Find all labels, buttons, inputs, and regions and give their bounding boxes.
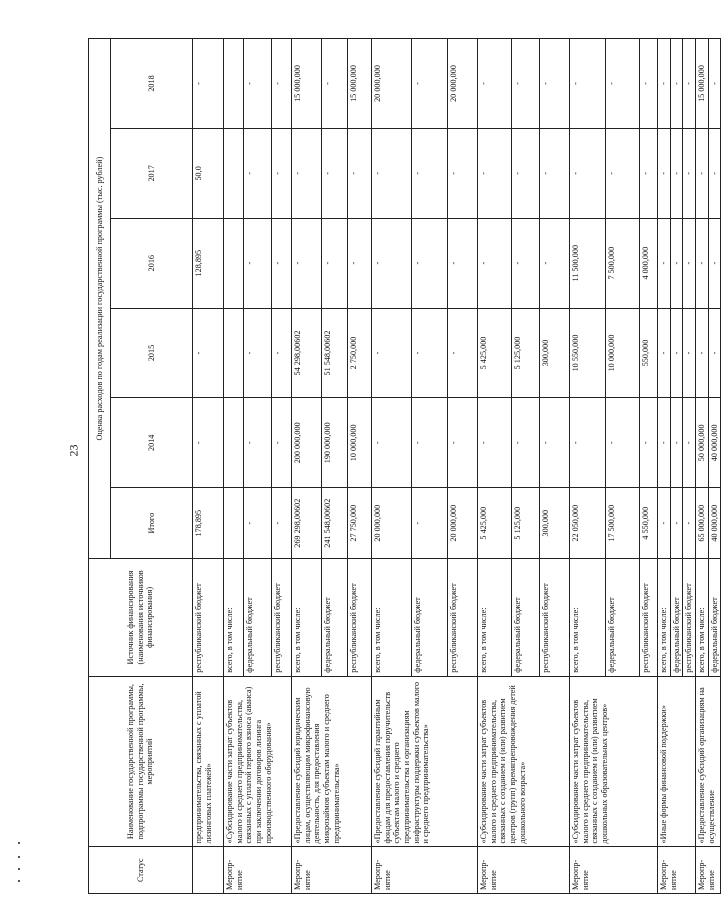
year-value-cell: - xyxy=(708,218,721,308)
funding-source-cell: федеральный бюджет xyxy=(606,559,640,677)
year-value-cell: - xyxy=(606,39,640,129)
funding-source-cell: республиканский бюджет xyxy=(272,559,292,677)
year-value-cell: 7 500,000 xyxy=(606,218,640,308)
year-value-cell: - xyxy=(448,398,478,488)
year-value-cell: - xyxy=(272,308,292,398)
year-value-cell: - xyxy=(683,308,696,398)
year-value-cell: 50,0 xyxy=(193,128,224,218)
header-year: 2018 xyxy=(111,39,193,129)
year-value-cell: - xyxy=(448,128,478,218)
year-value-cell: - xyxy=(683,398,696,488)
activity-name-cell: «Предоставление субсидий гарантийным фондам для предоставления поручительств субъектам малого и среднего предпринимательства и организациям инфраструктуры поддержки субъектов малого и среднего предпринимательства» xyxy=(372,676,478,847)
status-cell: Меропр-иятие xyxy=(658,847,696,894)
year-value-cell: - xyxy=(348,128,372,218)
header-group: Оценка расходов по годам реализации государственной программы (тыс. рублей) xyxy=(89,39,111,559)
total-cell: 17 500,000 xyxy=(606,488,640,559)
total-cell: 178,895 xyxy=(193,488,224,559)
year-value-cell: 11 500,000 xyxy=(570,218,606,308)
activity-name-cell: «Предоставление субсидий организациям на осуществление xyxy=(696,676,721,847)
year-value-cell: - xyxy=(670,218,683,308)
year-value-cell: 200 000,000 xyxy=(292,398,322,488)
header-year: 2016 xyxy=(111,218,193,308)
status-cell: Меропр-иятие xyxy=(696,847,721,894)
year-value-cell: - xyxy=(244,218,272,308)
table-body xyxy=(193,39,721,894)
year-value-cell: - xyxy=(640,128,658,218)
funding-source-cell: всего, в том числе: xyxy=(292,559,322,677)
year-value-cell: 4 000,000 xyxy=(640,218,658,308)
year-value-cell: - xyxy=(512,218,540,308)
status-cell: Меропр-иятие xyxy=(292,847,372,894)
year-value-cell: - xyxy=(272,128,292,218)
total-cell: - xyxy=(670,488,683,559)
year-value-cell: 15 000,000 xyxy=(696,39,709,129)
status-cell: Меропр-иятие xyxy=(224,847,292,894)
funding-source-cell: всего, в том числе: xyxy=(658,559,671,677)
year-value-cell: - xyxy=(272,398,292,488)
year-value-cell: - xyxy=(193,398,224,488)
year-value-cell: - xyxy=(640,398,658,488)
total-cell: - xyxy=(683,488,696,559)
year-value-cell: - xyxy=(658,398,671,488)
total-cell: 300,000 xyxy=(540,488,570,559)
funding-source-cell: всего, в том числе: xyxy=(570,559,606,677)
year-value-cell: - xyxy=(670,128,683,218)
activity-name-cell: «Иные формы финансовой поддержки» xyxy=(658,676,696,847)
year-value-cell: - xyxy=(658,308,671,398)
year-value-cell: - xyxy=(658,39,671,129)
year-value-cell: - xyxy=(478,128,512,218)
header-source: Источник финансирования (наименования источников финансирования) xyxy=(89,559,193,677)
year-value-cell: - xyxy=(244,308,272,398)
year-value-cell: - xyxy=(606,398,640,488)
year-value-cell: - xyxy=(708,39,721,129)
year-value-cell: 5 125,000 xyxy=(512,308,540,398)
year-value-cell: - xyxy=(606,128,640,218)
year-value-cell: - xyxy=(412,39,448,129)
year-value-cell: 20 000,000 xyxy=(372,39,412,129)
total-cell: - xyxy=(658,488,671,559)
year-value-cell: - xyxy=(372,218,412,308)
year-value-cell: - xyxy=(412,308,448,398)
year-value-cell xyxy=(224,39,244,129)
funding-source-cell: республиканский бюджет xyxy=(448,559,478,677)
year-value-cell: - xyxy=(478,398,512,488)
table-row xyxy=(658,39,671,894)
year-value-cell: - xyxy=(292,128,322,218)
year-value-cell: - xyxy=(540,39,570,129)
total-cell: 27 750,000 xyxy=(348,488,372,559)
budget-table xyxy=(88,38,721,894)
activity-name-cell: «Субсидирование части затрат субъектов малого и среднего предпринимательства, связанных с созданием и (или) развитием центров (групп) времяпрепровождения детей дошкольного возраста» xyxy=(478,676,570,847)
year-value-cell: 190 000,000 xyxy=(322,398,348,488)
year-value-cell: - xyxy=(478,39,512,129)
total-cell xyxy=(224,488,244,559)
year-value-cell: - xyxy=(670,308,683,398)
year-value-cell: - xyxy=(322,128,348,218)
funding-source-cell: всего, в том числе: xyxy=(696,559,709,677)
funding-source-cell: всего, в том числе: xyxy=(478,559,512,677)
year-value-cell: 2 750,000 xyxy=(348,308,372,398)
year-value-cell: 5 425,000 xyxy=(478,308,512,398)
year-value-cell: - xyxy=(570,39,606,129)
total-cell: 5 125,000 xyxy=(512,488,540,559)
header-total: Итого xyxy=(111,488,193,559)
year-value-cell: 10 000,000 xyxy=(348,398,372,488)
year-value-cell: - xyxy=(540,128,570,218)
funding-source-cell: республиканский бюджет xyxy=(540,559,570,677)
funding-source-cell: федеральный бюджет xyxy=(322,559,348,677)
year-value-cell: - xyxy=(570,398,606,488)
header-year: 2015 xyxy=(111,308,193,398)
year-value-cell: - xyxy=(708,308,721,398)
year-value-cell: - xyxy=(683,218,696,308)
total-cell: 5 425,000 xyxy=(478,488,512,559)
year-value-cell: 15 000,000 xyxy=(292,39,322,129)
year-value-cell: - xyxy=(658,218,671,308)
funding-source-cell: республиканский бюджет xyxy=(640,559,658,677)
status-cell: Меропр-иятие xyxy=(570,847,658,894)
year-value-cell: - xyxy=(696,128,709,218)
header-year: 2017 xyxy=(111,128,193,218)
year-value-cell: - xyxy=(683,128,696,218)
year-value-cell: - xyxy=(478,218,512,308)
table-row xyxy=(193,39,224,894)
funding-source-cell: федеральный бюджет xyxy=(412,559,448,677)
year-value-cell: - xyxy=(322,39,348,129)
year-value-cell: 51 548,00602 xyxy=(322,308,348,398)
funding-source-cell: республиканский бюджет xyxy=(193,559,224,677)
year-value-cell: - xyxy=(448,218,478,308)
year-value-cell: - xyxy=(372,398,412,488)
table-row xyxy=(696,39,709,894)
total-cell: - xyxy=(412,488,448,559)
year-value-cell xyxy=(224,308,244,398)
status-cell: Меропр-иятие xyxy=(372,847,478,894)
table-row xyxy=(478,39,512,894)
year-value-cell: - xyxy=(244,128,272,218)
funding-source-cell: федеральный бюджет xyxy=(670,559,683,677)
year-value-cell: - xyxy=(540,218,570,308)
year-value-cell: - xyxy=(570,128,606,218)
year-value-cell: - xyxy=(512,128,540,218)
year-value-cell: 20 000,000 xyxy=(448,39,478,129)
total-cell: - xyxy=(272,488,292,559)
year-value-cell: - xyxy=(512,39,540,129)
rotated-page xyxy=(88,38,719,894)
table-row xyxy=(292,39,322,894)
total-cell: 22 050,000 xyxy=(570,488,606,559)
year-value-cell: 300,000 xyxy=(540,308,570,398)
year-value-cell: 128,895 xyxy=(193,218,224,308)
year-value-cell: - xyxy=(244,39,272,129)
year-value-cell: - xyxy=(683,39,696,129)
total-cell: 4 550,000 xyxy=(640,488,658,559)
year-value-cell: - xyxy=(193,39,224,129)
activity-name-cell: «Предоставление субсидий юридическим лицам, осуществляющим микрофинансовую деятельность, для предоставления микрозаймов субъектам малого и среднего предпринимательства» xyxy=(292,676,372,847)
year-value-cell: - xyxy=(272,218,292,308)
activity-name-cell: «Субсидирование части затрат субъектов малого и среднего предпринимательства, связанных с созданием и (или) развитием дошкольных образовательных центров» xyxy=(570,676,658,847)
year-value-cell: 50 000,000 xyxy=(696,398,709,488)
year-value-cell: 10 550,000 xyxy=(570,308,606,398)
year-value-cell: - xyxy=(292,218,322,308)
header-name: Наименование государственной программы, подпрограммы государственной программы, мероприятий xyxy=(89,676,193,847)
status-cell xyxy=(193,847,224,894)
year-value-cell: - xyxy=(193,308,224,398)
year-value-cell: 10 000,000 xyxy=(606,308,640,398)
year-value-cell: - xyxy=(448,308,478,398)
year-value-cell: - xyxy=(412,218,448,308)
year-value-cell: - xyxy=(670,39,683,129)
year-value-cell: - xyxy=(696,308,709,398)
year-value-cell: - xyxy=(372,308,412,398)
year-value-cell xyxy=(224,218,244,308)
table-row xyxy=(372,39,412,894)
year-value-cell: - xyxy=(272,39,292,129)
year-value-cell: - xyxy=(322,218,348,308)
funding-source-cell: федеральный бюджет xyxy=(244,559,272,677)
year-value-cell: 15 000,000 xyxy=(348,39,372,129)
year-value-cell: - xyxy=(708,128,721,218)
year-value-cell: - xyxy=(696,218,709,308)
total-cell: 20 000,000 xyxy=(372,488,412,559)
total-cell: 241 548,00602 xyxy=(322,488,348,559)
total-cell: 269 298,00602 xyxy=(292,488,322,559)
year-value-cell: - xyxy=(512,398,540,488)
total-cell: 40 000,000 xyxy=(708,488,721,559)
table-row xyxy=(570,39,606,894)
year-value-cell: 54 298,00602 xyxy=(292,308,322,398)
total-cell: - xyxy=(244,488,272,559)
year-value-cell: - xyxy=(540,398,570,488)
funding-source-cell: всего, в том числе: xyxy=(372,559,412,677)
year-value-cell: - xyxy=(670,398,683,488)
funding-source-cell: республиканский бюджет xyxy=(348,559,372,677)
year-value-cell: - xyxy=(412,398,448,488)
funding-source-cell: федеральный бюджет xyxy=(512,559,540,677)
year-value-cell: - xyxy=(412,128,448,218)
funding-source-cell: республиканский бюджет xyxy=(683,559,696,677)
year-value-cell: 550,000 xyxy=(640,308,658,398)
table-row xyxy=(224,39,244,894)
page-number: 23 xyxy=(66,444,81,457)
year-value-cell: - xyxy=(348,218,372,308)
activity-name-cell: предпринимательства, связанных с уплатой лизинговых платежей» xyxy=(193,676,224,847)
year-value-cell xyxy=(224,128,244,218)
total-cell: 20 000,000 xyxy=(448,488,478,559)
funding-source-cell: федеральный бюджет xyxy=(708,559,721,677)
year-value-cell: 40 000,000 xyxy=(708,398,721,488)
year-value-cell: - xyxy=(244,398,272,488)
year-value-cell: - xyxy=(640,39,658,129)
header-status: Статус xyxy=(89,847,193,894)
total-cell: 65 000,000 xyxy=(696,488,709,559)
header-year: 2014 xyxy=(111,398,193,488)
funding-source-cell: всего, в том числе: xyxy=(224,559,244,677)
activity-name-cell: «Субсидирование части затрат субъектов малого и среднего предпринимательства, связанных с уплатой первого взноса (аванса) при заключении договоров лизинга производственного оборудования» xyxy=(224,676,292,847)
year-value-cell xyxy=(224,398,244,488)
status-cell: Меропр-иятие xyxy=(478,847,570,894)
year-value-cell: - xyxy=(658,128,671,218)
year-value-cell: - xyxy=(372,128,412,218)
